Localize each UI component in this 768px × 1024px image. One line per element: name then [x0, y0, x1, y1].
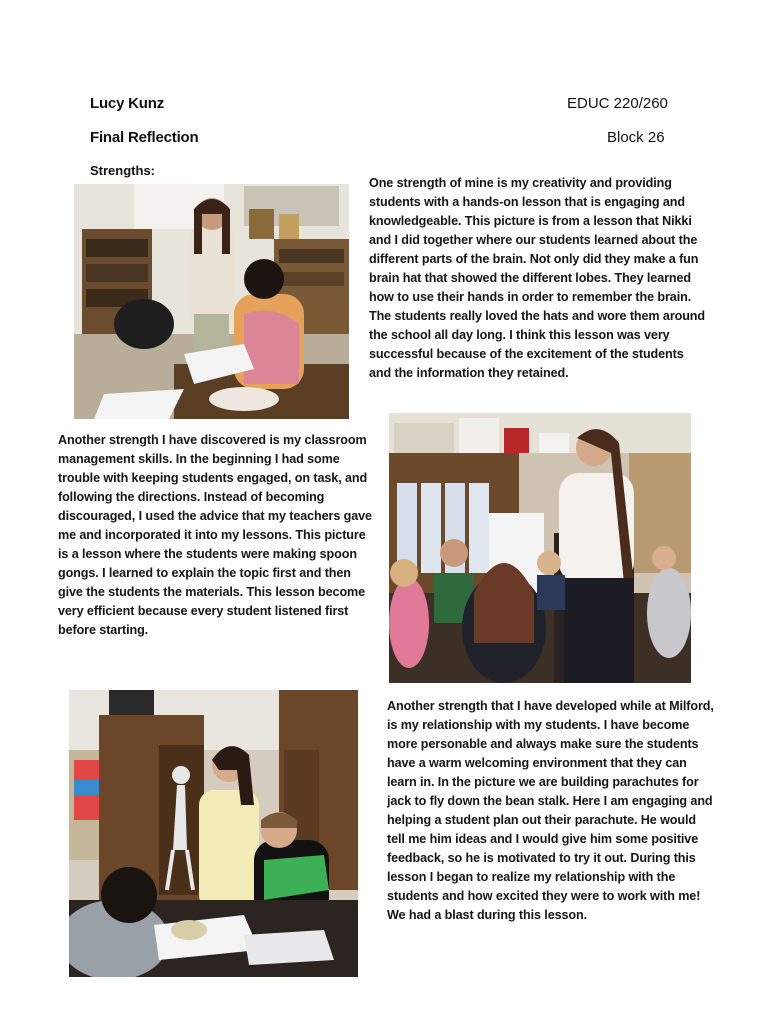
block-number: Block 26	[607, 129, 665, 146]
paragraph-relationships: Another strength that I have developed while at Milford, is my relationship with my students. I have become more personable and always make sure the students have a warm welcoming environment that they can learn in. In the picture we are building parachutes for jack to fly down the bean stalk. Here I am engaging and helping a student plan out their parachute. He would tell me him ideas and I would give him some positive feedback, so he is motivated to try it out. During this lesson I began to realize my relationship with the students and how excited they were to work with me! We had a blast during this lesson.	[387, 699, 714, 922]
paragraph-classroom-management: Another strength I have discovered is my classroom management skills. In the beginning I had some trouble with keeping students engaged, on task, and following the directions. Instead of becoming discouraged, I used the advice that my teachers gave me and incorporated it into my lessons. This picture is a lesson where the students were making spoon gongs. I learned to explain the topic first and then give the students the materials. This lesson become very efficient because every student listened first before starting.	[58, 433, 372, 637]
photo-brain-hat-lesson	[74, 184, 349, 419]
course-code: EDUC 220/260	[567, 95, 668, 112]
author-name: Lucy Kunz	[90, 95, 165, 112]
photo-spoon-gong-lesson	[389, 413, 691, 683]
paragraph-creativity: One strength of mine is my creativity and providing students with a hands-on lesson that is engaging and knowledgeable. This picture is from a lesson that Nikki and I did together where our students learned about the different parts of the brain. Not only did they make a fun brain hat that showed the different lobes. They learned how to use their hands in order to remember the brain. The students really loved the hats and wore them around the school all day long. I think this lesson was very successful because of the excitement of the students and the information they retained.	[369, 176, 705, 380]
section-label: Strengths:	[90, 163, 155, 178]
document-title: Final Reflection	[90, 129, 199, 146]
photo-parachute-lesson	[69, 690, 358, 977]
